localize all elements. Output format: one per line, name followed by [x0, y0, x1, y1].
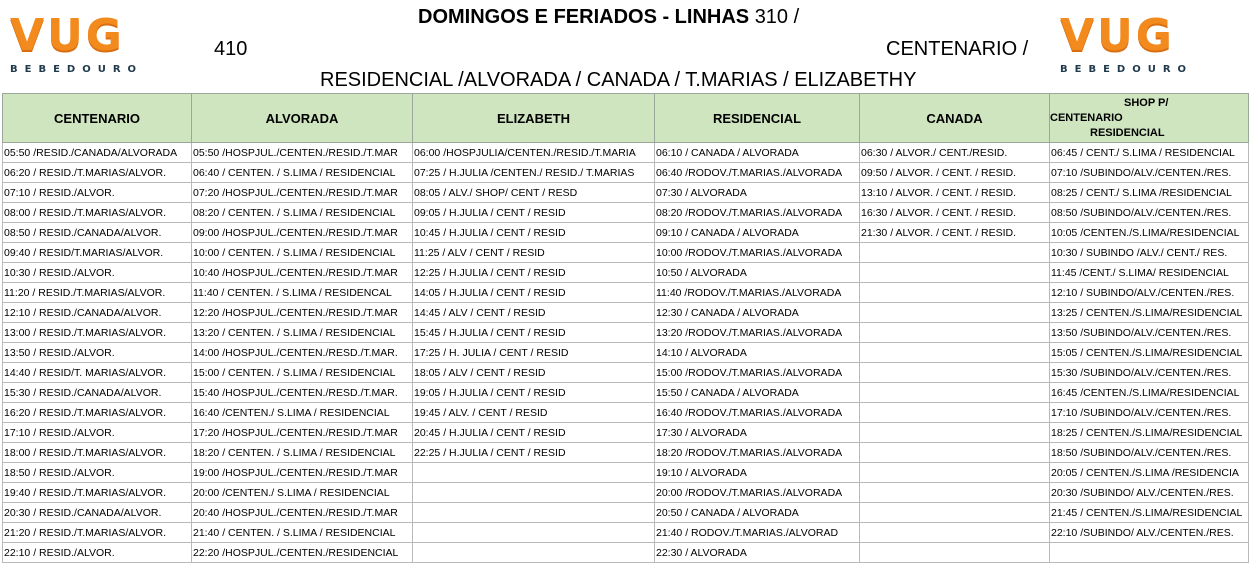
cell-centenario: 12:10 / RESID./CANADA/ALVOR. [3, 303, 192, 323]
cell-residencial: 20:00 /RODOV./T.MARIAS./ALVORADA [655, 483, 860, 503]
cell-alvorada: 11:40 / CENTEN. / S.LIMA / RESIDENCAL [192, 283, 413, 303]
cell-elizabeth [413, 523, 655, 543]
cell-centenario: 14:40 / RESID/T. MARIAS/ALVOR. [3, 363, 192, 383]
table-row [3, 223, 1249, 243]
cell-alvorada: 08:20 / CENTEN. / S.LIMA / RESIDENCIAL [192, 203, 413, 223]
cell-elizabeth: 17:25 / H. JULIA / CENT / RESID [413, 343, 655, 363]
cell-centenario: 09:40 / RESID/T.MARIAS/ALVOR. [3, 243, 192, 263]
cell-centenario: 06:20 / RESID./T.MARIAS/ALVOR. [3, 163, 192, 183]
table-row [3, 503, 1249, 523]
cell-shop: 08:25 / CENT./ S.LIMA /RESIDENCIAL [1050, 183, 1249, 203]
cell-centenario: 13:50 / RESID./ALVOR. [3, 343, 192, 363]
cell-elizabeth: 07:25 / H.JULIA /CENTEN./ RESID./ T.MARIAS [413, 163, 655, 183]
cell-elizabeth: 06:00 /HOSPJULIA/CENTEN./RESID./T.MARIA [413, 143, 655, 163]
cell-shop: 15:05 / CENTEN./S.LIMA/RESIDENCIAL [1050, 343, 1249, 363]
cell-shop: 10:05 /CENTEN./S.LIMA/RESIDENCIAL [1050, 223, 1249, 243]
col-header-canada: CANADA [860, 94, 1050, 143]
cell-residencial: 12:30 / CANADA / ALVORADA [655, 303, 860, 323]
cell-centenario: 08:00 / RESID./T.MARIAS/ALVOR. [3, 203, 192, 223]
cell-canada: 13:10 / ALVOR. / CENT. / RESID. [860, 183, 1050, 203]
cell-canada [860, 543, 1050, 563]
cell-shop: 22:10 /SUBINDO/ ALV./CENTEN./RES. [1050, 523, 1249, 543]
cell-shop: 20:05 / CENTEN./S.LIMA /RESIDENCIA [1050, 463, 1249, 483]
table-row [3, 383, 1249, 403]
cell-shop: 18:25 / CENTEN./S.LIMA/RESIDENCIAL [1050, 423, 1249, 443]
cell-shop: 08:50 /SUBINDO/ALV./CENTEN./RES. [1050, 203, 1249, 223]
cell-centenario: 18:00 / RESID./T.MARIAS/ALVOR. [3, 443, 192, 463]
cell-shop: 13:50 /SUBINDO/ALV./CENTEN./RES. [1050, 323, 1249, 343]
logo-subtitle: BEBEDOURO [1060, 64, 1194, 75]
table-row [3, 543, 1249, 563]
cell-alvorada: 13:20 / CENTEN. / S.LIMA / RESIDENCIAL [192, 323, 413, 343]
cell-alvorada: 21:40 / CENTEN. / S.LIMA / RESIDENCIAL [192, 523, 413, 543]
cell-alvorada: 16:40 /CENTEN./ S.LIMA / RESIDENCIAL [192, 403, 413, 423]
cell-canada [860, 423, 1050, 443]
col-header-elizabeth: ELIZABETH [413, 94, 655, 143]
cell-shop: 20:30 /SUBINDO/ ALV./CENTEN./RES. [1050, 483, 1249, 503]
page-title [418, 6, 799, 29]
cell-centenario: 20:30 / RESID./CANADA/ALVOR. [3, 503, 192, 523]
cell-residencial: 11:40 /RODOV./T.MARIAS./ALVORADA [655, 283, 860, 303]
table-row [3, 163, 1249, 183]
cell-residencial: 06:10 / CANADA / ALVORADA [655, 143, 860, 163]
col-header-centenario: CENTENARIO [3, 94, 192, 143]
cell-elizabeth: 15:45 / H.JULIA / CENT / RESID [413, 323, 655, 343]
cell-canada [860, 323, 1050, 343]
cell-canada: 06:30 / ALVOR./ CENT./RESID. [860, 143, 1050, 163]
header-row [3, 94, 1249, 143]
title-line-number: 310 / [754, 6, 800, 28]
cell-canada [860, 263, 1050, 283]
cell-shop: 16:45 /CENTEN./S.LIMA/RESIDENCIAL [1050, 383, 1249, 403]
cell-shop: 17:10 /SUBINDO/ALV./CENTEN./RES. [1050, 403, 1249, 423]
vug-logo-right [1060, 10, 1210, 84]
cell-canada [860, 303, 1050, 323]
cell-shop: 12:10 / SUBINDO/ALV./CENTEN./RES. [1050, 283, 1249, 303]
cell-alvorada: 10:00 / CENTEN. / S.LIMA / RESIDENCIAL [192, 243, 413, 263]
cell-alvorada: 19:00 /HOSPJUL./CENTEN./RESID./T.MAR [192, 463, 413, 483]
cell-centenario: 08:50 / RESID./CANADA/ALVOR. [3, 223, 192, 243]
cell-residencial: 17:30 / ALVORADA [655, 423, 860, 443]
cell-canada [860, 383, 1050, 403]
cell-canada [860, 463, 1050, 483]
table-row [3, 363, 1249, 383]
table-row [3, 243, 1249, 263]
table-row [3, 423, 1249, 443]
logo-word: VUG [10, 10, 125, 61]
table-row [3, 343, 1249, 363]
cell-alvorada: 14:00 /HOSPJUL./CENTEN./RESD./T.MAR. [192, 343, 413, 363]
cell-canada [860, 283, 1050, 303]
cell-alvorada: 20:00 /CENTEN./ S.LIMA / RESIDENCIAL [192, 483, 413, 503]
title-routes: RESIDENCIAL /ALVORADA / CANADA / T.MARIAS / ELIZABETHY [320, 69, 917, 91]
col-header-shop [1050, 94, 1249, 143]
cell-centenario: 15:30 / RESID./CANADA/ALVOR. [3, 383, 192, 403]
title-line-410: 410 [214, 38, 248, 60]
cell-canada [860, 523, 1050, 543]
cell-alvorada: 10:40 /HOSPJUL./CENTEN./RESID./T.MAR [192, 263, 413, 283]
cell-centenario: 16:20 / RESID./T.MARIAS/ALVOR. [3, 403, 192, 423]
cell-canada [860, 243, 1050, 263]
cell-centenario: 07:10 / RESID./ALVOR. [3, 183, 192, 203]
cell-centenario: 19:40 / RESID./T.MARIAS/ALVOR. [3, 483, 192, 503]
cell-alvorada: 22:20 /HOSPJUL./CENTEN./RESIDENCIAL [192, 543, 413, 563]
cell-shop [1050, 543, 1249, 563]
cell-centenario: 18:50 / RESID./ALVOR. [3, 463, 192, 483]
cell-residencial: 16:40 /RODOV./T.MARIAS./ALVORADA [655, 403, 860, 423]
cell-residencial: 10:50 / ALVORADA [655, 263, 860, 283]
cell-alvorada: 05:50 /HOSPJUL./CENTEN./RESID./T.MAR [192, 143, 413, 163]
cell-shop: 18:50 /SUBINDO/ALV./CENTEN./RES. [1050, 443, 1249, 463]
table-row [3, 463, 1249, 483]
cell-elizabeth: 08:05 / ALV./ SHOP/ CENT / RESD [413, 183, 655, 203]
col-header-residencial: RESIDENCIAL [655, 94, 860, 143]
cell-canada: 16:30 / ALVOR. / CENT. / RESID. [860, 203, 1050, 223]
table-row [3, 203, 1249, 223]
cell-canada: 21:30 / ALVOR. / CENT. / RESID. [860, 223, 1050, 243]
cell-canada [860, 503, 1050, 523]
cell-centenario: 22:10 / RESID./ALVOR. [3, 543, 192, 563]
shop-header-line3: RESIDENCIAL [1090, 126, 1165, 139]
cell-residencial: 13:20 /RODOV./T.MARIAS./ALVORADA [655, 323, 860, 343]
cell-alvorada: 15:40 /HOSPJUL./CENTEN./RESD./T.MAR. [192, 383, 413, 403]
cell-shop: 11:45 /CENT./ S.LIMA/ RESIDENCIAL [1050, 263, 1249, 283]
table-row [3, 143, 1249, 163]
schedule-table [2, 93, 1249, 563]
cell-elizabeth: 14:45 / ALV / CENT / RESID [413, 303, 655, 323]
cell-centenario: 11:20 / RESID./T.MARIAS/ALVOR. [3, 283, 192, 303]
cell-elizabeth: 12:25 / H.JULIA / CENT / RESID [413, 263, 655, 283]
cell-canada [860, 343, 1050, 363]
table-row [3, 403, 1249, 423]
cell-canada [860, 483, 1050, 503]
title-centenario: CENTENARIO / [886, 38, 1029, 60]
cell-elizabeth: 09:05 / H.JULIA / CENT / RESID [413, 203, 655, 223]
schedule-body [3, 143, 1249, 563]
cell-centenario: 13:00 / RESID./T.MARIAS/ALVOR. [3, 323, 192, 343]
col-header-alvorada: ALVORADA [192, 94, 413, 143]
shop-header-line1: SHOP P/ [1124, 96, 1169, 109]
cell-centenario: 21:20 / RESID./T.MARIAS/ALVOR. [3, 523, 192, 543]
cell-residencial: 18:20 /RODOV./T.MARIAS./ALVORADA [655, 443, 860, 463]
cell-alvorada: 12:20 /HOSPJUL./CENTEN./RESID./T.MAR [192, 303, 413, 323]
vug-logo-left [10, 10, 160, 84]
cell-shop: 06:45 / CENT./ S.LIMA / RESIDENCIAL [1050, 143, 1249, 163]
cell-residencial: 15:50 / CANADA / ALVORADA [655, 383, 860, 403]
cell-canada [860, 363, 1050, 383]
shop-header-line2: CENTENARIO [1050, 111, 1123, 124]
cell-residencial: 10:00 /RODOV./T.MARIAS./ALVORADA [655, 243, 860, 263]
cell-elizabeth: 14:05 / H.JULIA / CENT / RESID [413, 283, 655, 303]
cell-residencial: 15:00 /RODOV./T.MARIAS./ALVORADA [655, 363, 860, 383]
table-row [3, 483, 1249, 503]
cell-shop: 21:45 / CENTEN./S.LIMA/RESIDENCIAL [1050, 503, 1249, 523]
cell-residencial: 09:10 / CANADA / ALVORADA [655, 223, 860, 243]
cell-residencial: 20:50 / CANADA / ALVORADA [655, 503, 860, 523]
cell-centenario: 10:30 / RESID./ALVOR. [3, 263, 192, 283]
cell-alvorada: 09:00 /HOSPJUL./CENTEN./RESID./T.MAR [192, 223, 413, 243]
table-row [3, 323, 1249, 343]
cell-elizabeth: 18:05 / ALV / CENT / RESID [413, 363, 655, 383]
cell-elizabeth: 10:45 / H.JULIA / CENT / RESID [413, 223, 655, 243]
table-row [3, 523, 1249, 543]
cell-elizabeth [413, 503, 655, 523]
cell-residencial: 14:10 / ALVORADA [655, 343, 860, 363]
cell-residencial: 06:40 /RODOV./T.MARIAS./ALVORADA [655, 163, 860, 183]
cell-elizabeth [413, 483, 655, 503]
cell-alvorada: 18:20 / CENTEN. / S.LIMA / RESIDENCIAL [192, 443, 413, 463]
cell-shop: 07:10 /SUBINDO/ALV./CENTEN./RES. [1050, 163, 1249, 183]
cell-elizabeth: 19:45 / ALV. / CENT / RESID [413, 403, 655, 423]
table-row [3, 283, 1249, 303]
cell-shop: 13:25 / CENTEN./S.LIMA/RESIDENCIAL [1050, 303, 1249, 323]
cell-elizabeth: 20:45 / H.JULIA / CENT / RESID [413, 423, 655, 443]
cell-shop: 10:30 / SUBINDO /ALV./ CENT./ RES. [1050, 243, 1249, 263]
cell-elizabeth: 11:25 / ALV / CENT / RESID [413, 243, 655, 263]
cell-canada [860, 443, 1050, 463]
cell-alvorada: 06:40 / CENTEN. / S.LIMA / RESIDENCIAL [192, 163, 413, 183]
cell-elizabeth [413, 463, 655, 483]
cell-elizabeth: 22:25 / H.JULIA / CENT / RESID [413, 443, 655, 463]
cell-alvorada: 07:20 /HOSPJUL./CENTEN./RESID./T.MAR [192, 183, 413, 203]
table-row [3, 183, 1249, 203]
cell-shop: 15:30 /SUBINDO/ALV./CENTEN./RES. [1050, 363, 1249, 383]
cell-centenario: 05:50 /RESID./CANADA/ALVORADA [3, 143, 192, 163]
cell-centenario: 17:10 / RESID./ALVOR. [3, 423, 192, 443]
cell-elizabeth [413, 543, 655, 563]
cell-elizabeth: 19:05 / H.JULIA / CENT / RESID [413, 383, 655, 403]
cell-residencial: 19:10 / ALVORADA [655, 463, 860, 483]
table-row [3, 303, 1249, 323]
table-row [3, 443, 1249, 463]
title-bold: DOMINGOS E FERIADOS - LINHAS [418, 6, 750, 28]
cell-canada: 09:50 / ALVOR. / CENT. / RESID. [860, 163, 1050, 183]
logo-subtitle: BEBEDOURO [10, 64, 144, 75]
cell-alvorada: 20:40 /HOSPJUL./CENTEN./RESID./T.MAR [192, 503, 413, 523]
cell-alvorada: 15:00 / CENTEN. / S.LIMA / RESIDENCIAL [192, 363, 413, 383]
cell-residencial: 07:30 / ALVORADA [655, 183, 860, 203]
cell-alvorada: 17:20 /HOSPJUL./CENTEN./RESID./T.MAR [192, 423, 413, 443]
cell-residencial: 21:40 / RODOV./T.MARIAS./ALVORAD [655, 523, 860, 543]
cell-residencial: 08:20 /RODOV./T.MARIAS./ALVORADA [655, 203, 860, 223]
logo-word: VUG [1060, 10, 1175, 61]
cell-residencial: 22:30 / ALVORADA [655, 543, 860, 563]
cell-canada [860, 403, 1050, 423]
table-row [3, 263, 1249, 283]
